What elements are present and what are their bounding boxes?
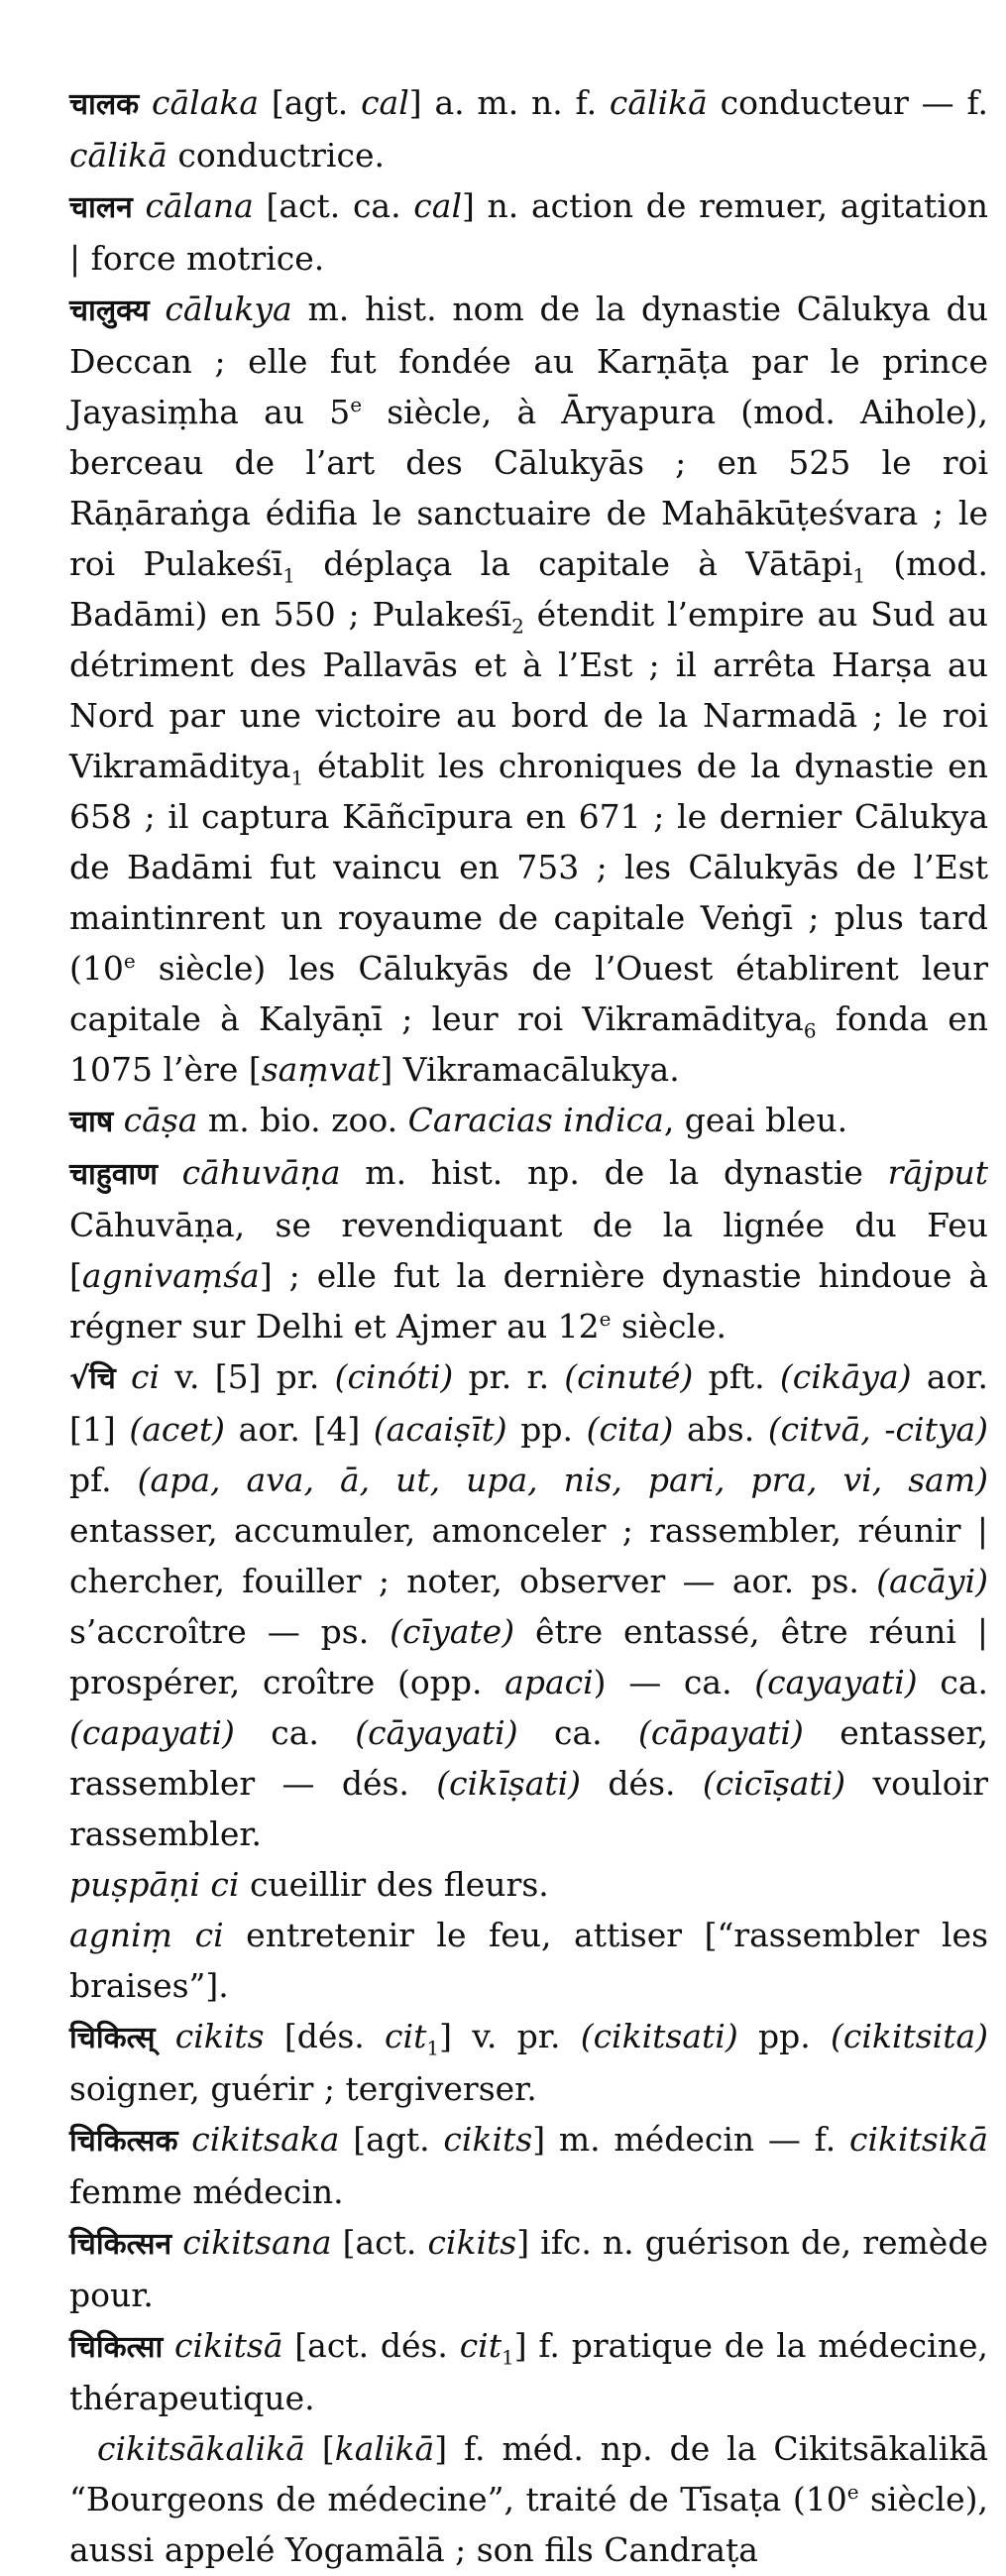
text: étendit l’empire au Sud au détriment des Pallavās et à l’Est ; il arrêta Harṣa au Nord par une victoire au bord de la Narmadā ; le roi Vikramāditya bbox=[69, 595, 988, 785]
text: vouloir rassembler. bbox=[69, 1764, 989, 1853]
entry-calana bbox=[69, 180, 988, 284]
italic-text: agnivaṃśa bbox=[81, 1256, 260, 1295]
italic-text: cikits bbox=[443, 2120, 533, 2159]
italic-text: kalikā bbox=[334, 2429, 435, 2468]
devanagari-headword: चाष bbox=[69, 1105, 114, 1139]
italic-text: Caracias indica bbox=[407, 1101, 664, 1139]
text: [act. bbox=[331, 2223, 428, 2262]
superscript: e bbox=[123, 949, 136, 973]
devanagari-headword: चिकित्सा bbox=[69, 2330, 164, 2365]
text: [dés. bbox=[264, 2017, 386, 2055]
root-headword: √चि bbox=[69, 1361, 116, 1396]
text: femme médecin. bbox=[69, 2172, 344, 2211]
headword: ci bbox=[131, 1357, 161, 1396]
subentry-puspani-ci bbox=[69, 1859, 988, 1910]
headword: cālukya bbox=[165, 290, 292, 328]
headword: cāṣa bbox=[123, 1101, 198, 1139]
italic-text: (cayayati) bbox=[754, 1663, 918, 1701]
text: être entassé, être réuni | prospérer, croître (opp. bbox=[69, 1612, 989, 1701]
subscript: 1 bbox=[852, 563, 866, 588]
text: conducteur — f. bbox=[707, 83, 988, 122]
subscript: 2 bbox=[511, 614, 524, 639]
text: siècle. bbox=[611, 1307, 727, 1346]
subscript: 1 bbox=[290, 765, 304, 790]
text: ca. bbox=[917, 1663, 989, 1701]
text: soigner, guérir ; tergiverser. bbox=[69, 2069, 537, 2108]
text: v. [5] pr. bbox=[160, 1357, 335, 1396]
italic-text: (cāyayati) bbox=[355, 1713, 518, 1752]
italic-text: cit bbox=[459, 2326, 503, 2365]
italic-text: (cikāya) bbox=[779, 1357, 912, 1396]
entry-cahuvana bbox=[69, 1147, 988, 1351]
text: ) — ca. bbox=[593, 1663, 755, 1701]
entry-calaka bbox=[69, 77, 988, 180]
text: pf. bbox=[69, 1461, 138, 1499]
text: ] a. m. n. f. bbox=[408, 83, 610, 122]
text: [agt. bbox=[339, 2120, 444, 2159]
devanagari-headword: चालन bbox=[69, 190, 133, 225]
text: dés. bbox=[581, 1764, 703, 1803]
headword: cikits bbox=[174, 2017, 265, 2055]
italic-text: apaci bbox=[504, 1663, 594, 1701]
text: abs. bbox=[673, 1410, 768, 1449]
italic-text: rājput bbox=[887, 1153, 988, 1192]
italic-text: (cīyate) bbox=[390, 1612, 515, 1651]
subscript: 1 bbox=[502, 2345, 514, 2370]
text: ] n. action de remuer, agitation | force motrice. bbox=[69, 186, 988, 278]
text: s’accroître — ps. bbox=[69, 1612, 391, 1651]
text: , geai bleu. bbox=[663, 1101, 848, 1139]
text: siècle), aussi appelé Yogamālā ; son fils Candraṭa bbox=[69, 2480, 988, 2569]
italic-text: cālikā bbox=[609, 83, 708, 122]
italic-text: saṃvat bbox=[261, 1050, 381, 1089]
entry-cikitsa bbox=[69, 2320, 988, 2423]
italic-text: (citvā, -citya) bbox=[767, 1410, 989, 1449]
text: ] f. méd. np. de la Cikitsākalikā “Bourgeons de médecine”, traité de Tīsaṭa (10 bbox=[69, 2429, 989, 2518]
text: (mod. Badāmi) en 550 ; Pulakeśī bbox=[69, 544, 989, 634]
headword: cikitsaka bbox=[191, 2120, 340, 2159]
superscript: e bbox=[350, 393, 363, 416]
text: ] Vikramacālukya. bbox=[380, 1050, 680, 1089]
italic-text: (cikīṣati) bbox=[436, 1764, 582, 1803]
italic-text: (cicīṣati) bbox=[702, 1764, 846, 1803]
devanagari-headword: चिकित्सक bbox=[69, 2124, 178, 2159]
headword: cālaka bbox=[152, 83, 260, 122]
entry-cikitsaka bbox=[69, 2114, 988, 2217]
text: ca. bbox=[234, 1713, 356, 1752]
headword: cāhuvāṇa bbox=[181, 1153, 341, 1192]
text: aor. [1] bbox=[69, 1357, 988, 1449]
subentry-cikitsakalika bbox=[69, 2423, 988, 2575]
italic-text: (acaiṣīt) bbox=[373, 1410, 507, 1449]
subscript: 1 bbox=[282, 563, 295, 588]
italic-text: (cikitsati) bbox=[580, 2017, 738, 2055]
italic-text: (acet) bbox=[129, 1410, 226, 1449]
italic-text: cal bbox=[413, 186, 462, 225]
devanagari-headword: चाहुवाण bbox=[69, 1157, 158, 1192]
text: pr. r. bbox=[453, 1357, 565, 1396]
text: m. bio. zoo. bbox=[197, 1101, 408, 1139]
text: [agt. bbox=[259, 83, 362, 122]
italic-text: cālikā bbox=[69, 136, 168, 175]
text: aor. [4] bbox=[225, 1410, 374, 1449]
italic-text: (cinuté) bbox=[564, 1357, 694, 1396]
entry-calukya bbox=[69, 284, 988, 1095]
text: entasser, accumuler, amonceler ; rassembler, réunir | chercher, fouiller ; noter, observer — aor. ps. bbox=[69, 1511, 988, 1600]
italic-text: (cikitsita) bbox=[830, 2017, 989, 2055]
text: cueillir des fleurs. bbox=[239, 1865, 549, 1904]
text: siècle) les Cālukyās de l’Ouest établirent leur capitale à Kalyāṇī ; leur roi Vikramāditya bbox=[69, 949, 988, 1038]
text: [act. dés. bbox=[282, 2326, 460, 2365]
devanagari-headword: चिकित्स् bbox=[69, 2021, 156, 2055]
italic-text: (capayati) bbox=[69, 1713, 235, 1752]
entry-cikitsana bbox=[69, 2217, 988, 2320]
italic-text: (acāyi) bbox=[876, 1562, 988, 1600]
subentry-agnim-ci bbox=[69, 1910, 988, 2011]
text: établit les chroniques de la dynastie en 658 ; il captura Kāñcīpura en 671 ; le dernier Cālukya de Badāmi fut vaincu en 753 ; les Cālukyās de l’Est maintinrent un royaume de capitale Veṅgī ; plus tard (10 bbox=[69, 747, 988, 988]
text: ] ifc. n. guérison de, remède pour. bbox=[69, 2223, 988, 2314]
text: entasser, rassembler — dés. bbox=[69, 1713, 988, 1803]
text: ] m. médecin — f. bbox=[532, 2120, 849, 2159]
superscript: e bbox=[846, 2480, 859, 2504]
text: ] v. pr. bbox=[439, 2017, 581, 2055]
italic-text: (cāpayati) bbox=[638, 1713, 804, 1752]
text: conductrice. bbox=[167, 136, 385, 175]
text: ca. bbox=[517, 1713, 639, 1752]
text: siècle, à Āryapura (mod. Aihole), berceau de l’art des Cālukyās ; en 525 le roi Rāṇāraṅga édifia le sanctuaire de Mahākūṭeśvara ; le roi Pulakeśī bbox=[69, 393, 988, 583]
text: pp. bbox=[737, 2017, 831, 2055]
italic-text: (cinóti) bbox=[334, 1357, 454, 1396]
entry-ci bbox=[69, 1351, 988, 1859]
devanagari-headword: चालुक्य bbox=[69, 293, 150, 328]
text: [ bbox=[304, 2429, 335, 2468]
text: [act. ca. bbox=[253, 186, 414, 225]
text: ] ; elle fut la dernière dynastie hindoue à régner sur Delhi et Ajmer au 12 bbox=[69, 1256, 988, 1346]
headword: cikitsana bbox=[182, 2223, 332, 2262]
text: pft. bbox=[693, 1357, 780, 1396]
italic-text: puṣpāṇi ci bbox=[69, 1865, 240, 1904]
text: entretenir le feu, attiser [“rassembler les braises”]. bbox=[69, 1916, 989, 2005]
italic-text: cit bbox=[385, 2017, 427, 2055]
italic-text: (cita) bbox=[586, 1410, 674, 1449]
text: m. hist. nom de la dynastie Cālukya du Deccan ; elle fut fondée au Karṇāṭa par le prince Jayasiṃha au 5 bbox=[69, 290, 988, 431]
entry-casa bbox=[69, 1095, 988, 1147]
italic-text: (apa, ava, ā, ut, upa, nis, pari, pra, vi, sam) bbox=[137, 1461, 988, 1499]
text: déplaça la capitale à Vātāpi bbox=[294, 544, 853, 583]
text: ] f. pratique de la médecine, thérapeutique. bbox=[69, 2326, 988, 2417]
text: Cāhuvāṇa, se revendiquant de la lignée du Feu [ bbox=[69, 1206, 988, 1295]
headword: cikitsā bbox=[174, 2326, 283, 2365]
devanagari-headword: चिकित्सन bbox=[69, 2227, 172, 2262]
italic-text: cal bbox=[361, 83, 409, 122]
entry-cikits bbox=[69, 2011, 988, 2114]
italic-text: cikitsākalikā bbox=[97, 2429, 305, 2468]
text: m. hist. np. de la dynastie bbox=[340, 1153, 888, 1192]
superscript: e bbox=[599, 1307, 612, 1331]
devanagari-headword: चालक bbox=[69, 87, 140, 122]
italic-text: cikitsikā bbox=[848, 2120, 988, 2159]
italic-text: cikits bbox=[427, 2223, 517, 2262]
headword: cālana bbox=[145, 186, 254, 225]
subscript: 1 bbox=[426, 2036, 440, 2060]
italic-text: agniṃ ci bbox=[69, 1916, 224, 1954]
subscript: 6 bbox=[803, 1018, 817, 1043]
text: fonda en 1075 l’ère [ bbox=[69, 999, 988, 1089]
text: pp. bbox=[506, 1410, 587, 1449]
